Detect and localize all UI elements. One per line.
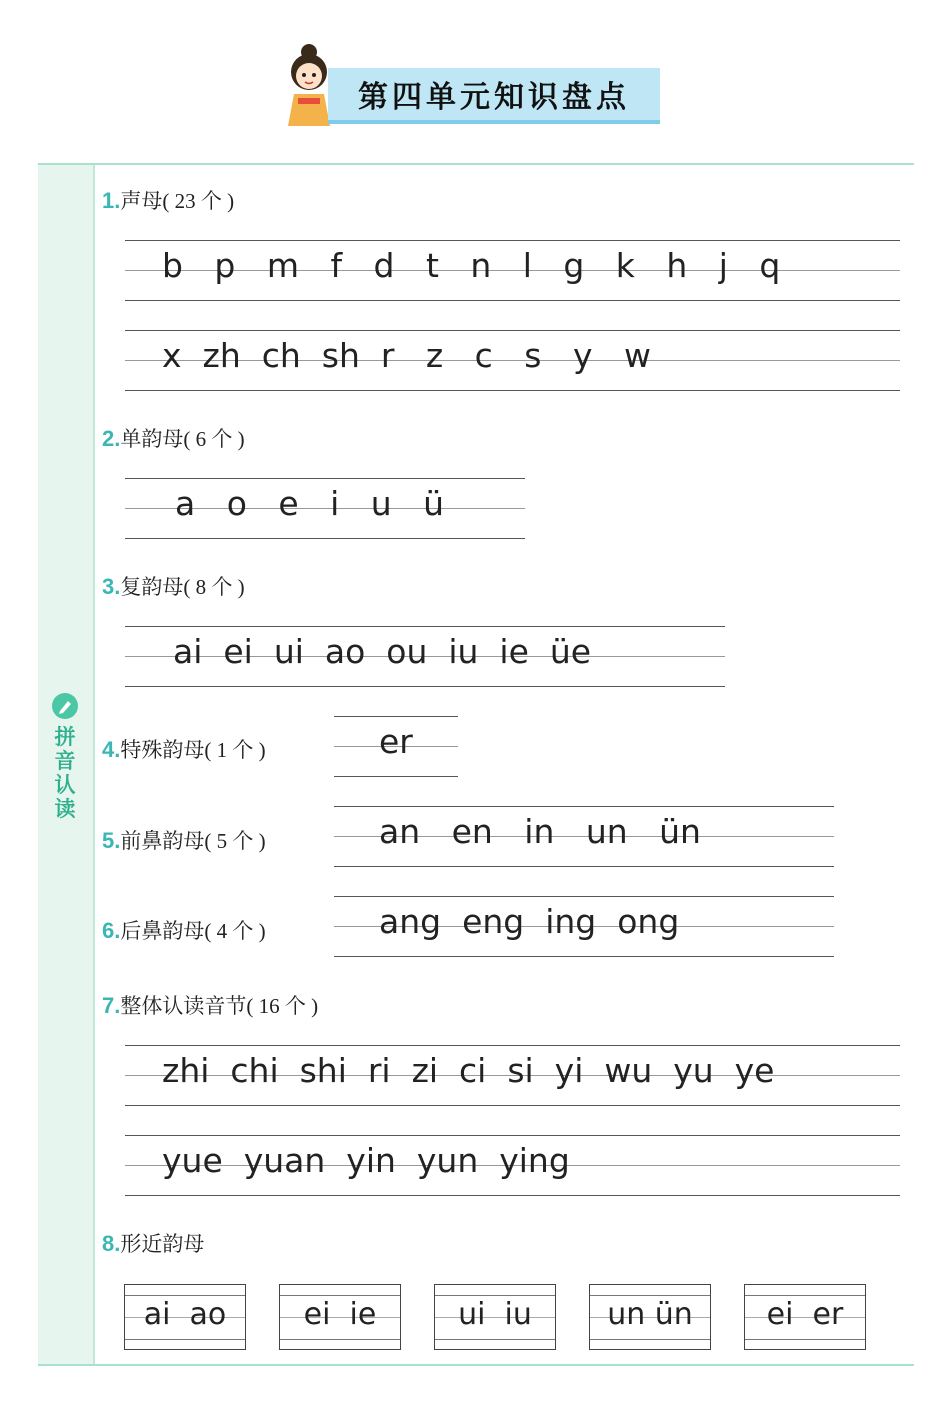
row-text: b p m f d t n l g k h j q — [162, 246, 781, 285]
section-1-heading: 1.声母( 23 个 ) — [102, 188, 235, 213]
section-6-heading: 6.后鼻韵母( 4 个 ) — [102, 918, 266, 943]
sidebar — [38, 165, 95, 1364]
box-text: ai ao — [143, 1297, 227, 1332]
writing-line-row — [334, 716, 458, 778]
writing-line-row — [125, 626, 725, 688]
similar-finals-box — [434, 1284, 556, 1350]
section-5-heading: 5.前鼻韵母( 5 个 ) — [102, 828, 266, 853]
writing-line-row — [125, 240, 900, 302]
section-8-heading: 8.形近韵母 — [102, 1231, 205, 1256]
writing-line-row — [125, 1135, 900, 1197]
writing-line-row — [334, 806, 834, 868]
header — [278, 42, 668, 128]
section-2-heading: 2.单韵母( 6 个 ) — [102, 426, 245, 451]
similar-finals-box — [124, 1284, 246, 1350]
row-text: er — [379, 722, 413, 761]
row-text: ang eng ing ong — [379, 902, 680, 941]
bottom-divider — [38, 1364, 914, 1366]
row-text: a o e i u ü — [175, 484, 445, 523]
pencil-icon — [52, 693, 78, 719]
row-text: x zh ch sh r z c s y w — [162, 336, 651, 375]
box-text: ei er — [766, 1297, 844, 1332]
writing-line-row — [334, 896, 834, 958]
sidebar-label: 拼音认读 — [54, 725, 76, 821]
section-7-heading: 7.整体认读音节( 16 个 ) — [102, 993, 319, 1018]
top-divider — [38, 163, 914, 165]
row-text: an en in un ün — [379, 812, 701, 851]
row-text: zhi chi shi ri zi ci si yi wu yu ye — [162, 1051, 775, 1090]
similar-finals-box — [279, 1284, 401, 1350]
similar-finals-box — [589, 1284, 711, 1350]
box-text: ui iu — [458, 1297, 532, 1332]
writing-line-row — [125, 1045, 900, 1107]
row-text: ai ei ui ao ou iu ie üe — [173, 632, 592, 671]
similar-finals-box — [744, 1284, 866, 1350]
section-3-heading: 3.复韵母( 8 个 ) — [102, 574, 245, 599]
writing-line-row — [125, 330, 900, 392]
row-text: yue yuan yin yun ying — [162, 1141, 570, 1180]
section-4-heading: 4.特殊韵母( 1 个 ) — [102, 737, 266, 762]
box-text: un ün — [607, 1297, 693, 1332]
box-text: ei ie — [303, 1297, 377, 1332]
page-title: 第四单元知识盘点 — [328, 68, 660, 124]
writing-line-row — [125, 478, 525, 540]
